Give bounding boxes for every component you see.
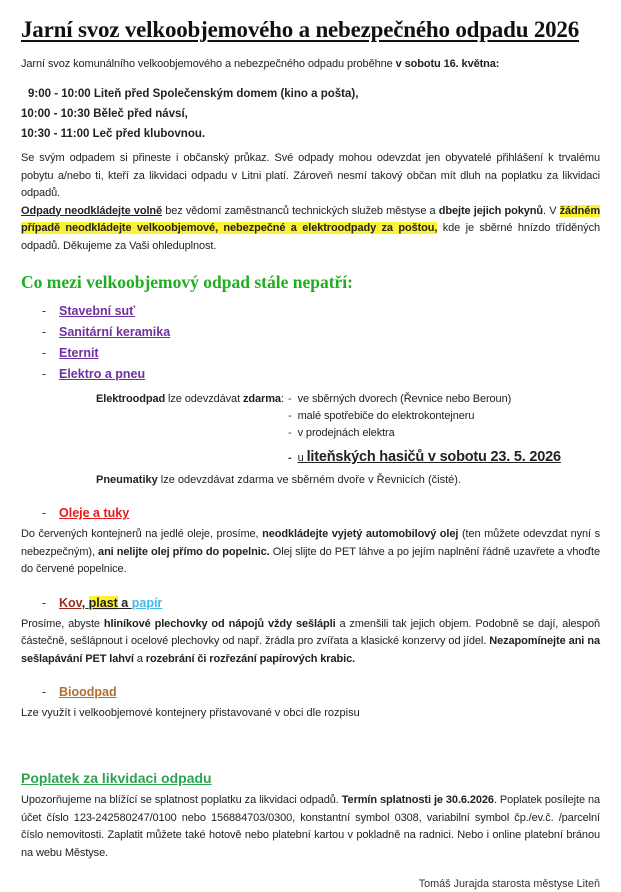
oleje-bold-2: ani nelijte olej přímo do popelnic.	[98, 545, 270, 558]
elektro-option-text: v prodejnách elektra	[297, 427, 395, 439]
list-item-label: Eternit	[59, 346, 99, 360]
page-title	[21, 16, 600, 44]
elektro-label-colon: :	[280, 393, 284, 405]
section-heading-not-belong: Co mezi velkoobjemový odpad stále nepatří:	[21, 272, 353, 292]
elektro-option	[288, 425, 561, 442]
kov-text-1: Prosíme, abyste	[21, 617, 104, 630]
bullet-dash: -	[288, 393, 292, 405]
list-item	[21, 343, 600, 364]
kov-bold-2: Nezapomínejte ani na sešlapávání PET lahví	[21, 635, 600, 665]
pneu-text: lze odevzdávat zdarma ve sběrném dvoře v Řevnicích (čisté).	[157, 474, 461, 486]
kov-bold-1: hliníkové plechovky od nápojů vždy sešlápli	[103, 617, 336, 630]
kov-text-3: a	[133, 652, 146, 665]
intro-paragraph	[21, 56, 600, 72]
intro-date-bold: v sobotu 16. května:	[395, 58, 500, 70]
bullet-dash: -	[42, 304, 47, 318]
heading-a-label: a	[117, 595, 132, 610]
rules-paragraph-1	[21, 150, 600, 203]
heading-poplatek: Poplatek za likvidaci odpadu	[21, 770, 212, 786]
kov-text-2: a zmenšili tak jejich objem. Podobně se dají, alespoň částečně, sešlápnout i ocelové plechovky od např. žrádla pro zvířata a klasické konzervy od jídel.	[21, 617, 600, 647]
poplatek-text-2: . Poplatek posílejte na účet číslo 123-242580247/0100 nebo 156884703/0300, konstantní symbol 0308, variabilní symbol čp./ev.č. /parcelní číslo nemovitosti. Zaplatit můžete také hotově nebo platební kartou v pokladně na radnici. Nebo i online platební bránou na webu Městyse.	[21, 794, 600, 859]
pneumatiky-line	[96, 472, 600, 489]
rules-p2-text-3: kde je sběrné hnízdo tříděných odpadů. Děkujeme za Vaši ohleduplnost.	[21, 222, 600, 252]
poplatek-paragraph	[21, 792, 600, 862]
elektro-option	[288, 391, 561, 408]
special-date-text: liteňských hasičů v sobotu 23. 5. 2026	[306, 449, 561, 465]
list-item-label: Stavební suť	[59, 304, 136, 318]
oleje-text-1: Do červených kontejnerů na jedlé oleje, prosíme,	[21, 528, 263, 540]
list-item	[21, 322, 600, 343]
bullet-dash: -	[42, 346, 47, 360]
bioodpad-line: Lze využít i velkoobjemové kontejnery přistavované v obci dle rozpisu	[21, 707, 360, 719]
list-item-label: Sanitární keramika	[59, 325, 171, 339]
elektro-option-text: malé spotřebiče do elektrokontejneru	[297, 410, 475, 422]
schedule-line: 9:00 - 10:00 Liteň před Společenským domem (kino a pošta),	[28, 88, 359, 100]
elektro-label-bold-2: zdarma	[243, 393, 281, 405]
rules-paragraph-2	[21, 203, 600, 256]
heading-plast-label: plast	[88, 595, 118, 610]
rules-p2-bold: dbejte jejich pokynů	[438, 204, 544, 217]
kov-paragraph	[21, 616, 600, 669]
heading-papir-label: papír	[131, 595, 163, 610]
elektro-options	[288, 391, 561, 471]
poplatek-deadline-bold: Termín splatnosti je 30.6.2026	[341, 794, 494, 806]
elektro-option	[288, 408, 561, 425]
elektro-label	[96, 391, 288, 471]
page-title-text: Jarní svoz velkoobjemového a nebezpečného odpadu 2026	[21, 17, 580, 42]
elektro-option-text: ve sběrných dvorech (Řevnice nebo Beroun)	[297, 393, 512, 405]
list-item	[21, 301, 600, 322]
rules-p2-bold-underline: Odpady neodkládejte volně	[21, 204, 163, 217]
rules-p1-text: Se svým odpadem si přineste i občanský průkaz. Své odpady mohou odevzdat jen obyvatelé přihlášení k trvalému pobytu a/nebo ti, kteří za likvidaci odpadu v Litni platí. Zároveň nesmí takový občan mít dluh na poplatku za likvidaci odpadů.	[21, 152, 600, 199]
heading-kov-label: Kov	[59, 595, 82, 610]
pneu-bold: Pneumatiky	[96, 474, 158, 486]
schedule-line: 10:30 - 11:00 Leč před klubovnou.	[21, 128, 206, 140]
rules-p2-text-1: bez vědomí zaměstnanců technických služeb městyse a	[162, 204, 439, 217]
bullet-dash: -	[42, 685, 47, 699]
rules-p2-highlighted: žádném případě neodkládejte velkoobjemové, nebezpečné a elektroodpady za poštou,	[21, 204, 600, 234]
heading-bioodpad	[21, 682, 600, 702]
elektro-label-mid: lze odevzdávat	[165, 393, 243, 405]
heading-oleje-label: Oleje a tuky	[59, 506, 130, 520]
bullet-dash: -	[42, 367, 47, 381]
schedule-line: 10:00 - 10:30 Běleč před návsí,	[21, 108, 188, 120]
bullet-dash: -	[288, 452, 292, 464]
oleje-paragraph	[21, 526, 600, 579]
bullet-dash: -	[42, 595, 47, 610]
intro-text: Jarní svoz komunálního velkoobjemového a nebezpečného odpadu proběhne	[21, 58, 396, 70]
heading-bioodpad-label: Bioodpad	[59, 685, 117, 699]
list-item	[21, 364, 600, 385]
rules-p2-text-2: . V	[543, 204, 560, 217]
heading-comma: ,	[81, 595, 89, 610]
elektro-option-special	[288, 446, 561, 469]
oleje-text-2: (ten můžete odevzdat nyní s nebezpečným),	[21, 528, 601, 558]
list-item-label: Elektro a pneu	[59, 367, 146, 381]
not-belong-list	[21, 301, 600, 385]
elektro-block	[96, 391, 600, 471]
bullet-dash: -	[42, 325, 47, 339]
poplatek-text-1: Upozorňujeme na blížící se splatnost poplatku za likvidaci odpadů.	[21, 794, 342, 806]
bullet-dash: -	[288, 427, 292, 439]
elektro-label-bold-1: Elektroodpad	[96, 393, 166, 405]
signature-line: Tomáš Jurajda starosta městyse Liteň	[418, 878, 600, 890]
schedule-block	[21, 84, 600, 144]
kov-bold-3: rozebrání či rozřezání papírových krabic.	[145, 652, 356, 665]
oleje-text-3: Olej slijte do PET láhve a po jejím naplnění řádně uzavřete a vhoďte do červené popelnice.	[21, 545, 600, 575]
heading-oleje	[21, 503, 600, 523]
bullet-dash: -	[288, 410, 292, 422]
special-prefix: u	[297, 452, 307, 464]
bullet-dash: -	[42, 506, 47, 520]
oleje-bold-1: neodkládejte vyjetý automobilový olej	[262, 528, 459, 540]
heading-kov-plast-papir	[21, 593, 600, 613]
